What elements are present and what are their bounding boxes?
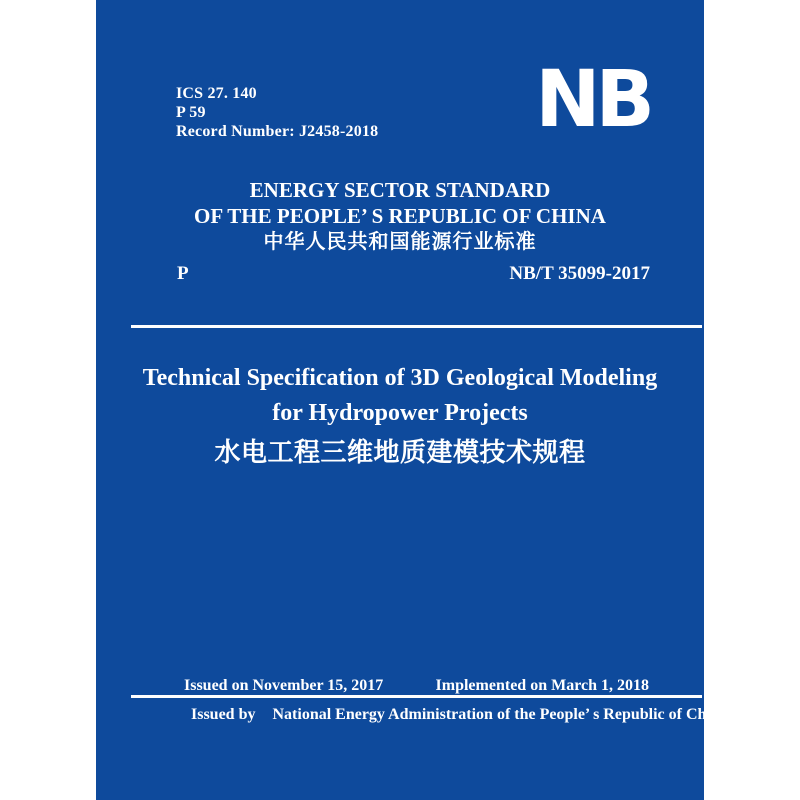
top-divider bbox=[131, 325, 702, 328]
title-english-line1: Technical Specification of 3D Geological Modeling bbox=[142, 365, 658, 391]
standard-heading-line1: ENERGY SECTOR STANDARD bbox=[249, 178, 551, 202]
record-number: Record Number: J2458-2018 bbox=[176, 123, 379, 140]
standard-cover bbox=[96, 0, 728, 800]
nb-logo: NB bbox=[535, 55, 650, 145]
document-title bbox=[96, 361, 704, 469]
standard-heading-chinese: 中华人民共和国能源行业标准 bbox=[263, 231, 537, 253]
title-chinese: 水电工程三维地质建模技术规程 bbox=[214, 438, 586, 467]
ics-code: ICS 27. 140 bbox=[176, 85, 257, 102]
standard-heading bbox=[96, 177, 704, 255]
classification-letter: P bbox=[177, 263, 189, 284]
implementation-date: Implemented on March 1, 2018 bbox=[435, 677, 649, 694]
meta-block bbox=[176, 84, 378, 141]
issue-date: Issued on November 15, 2017 bbox=[184, 677, 384, 694]
standard-number: NB/T 35099-2017 bbox=[509, 263, 650, 284]
bottom-divider bbox=[131, 695, 702, 698]
issuer-row bbox=[191, 706, 728, 724]
designation-row bbox=[96, 263, 704, 285]
dates-row bbox=[96, 677, 704, 695]
issuer-name: National Energy Administration of the People’ s Republic of China bbox=[272, 706, 728, 723]
standard-heading-line2: OF THE PEOPLE’ S REPUBLIC OF CHINA bbox=[194, 204, 606, 228]
title-english-line2: for Hydropower Projects bbox=[272, 400, 528, 426]
p-classification: P 59 bbox=[176, 104, 206, 121]
issuer-label: Issued by bbox=[191, 706, 256, 723]
